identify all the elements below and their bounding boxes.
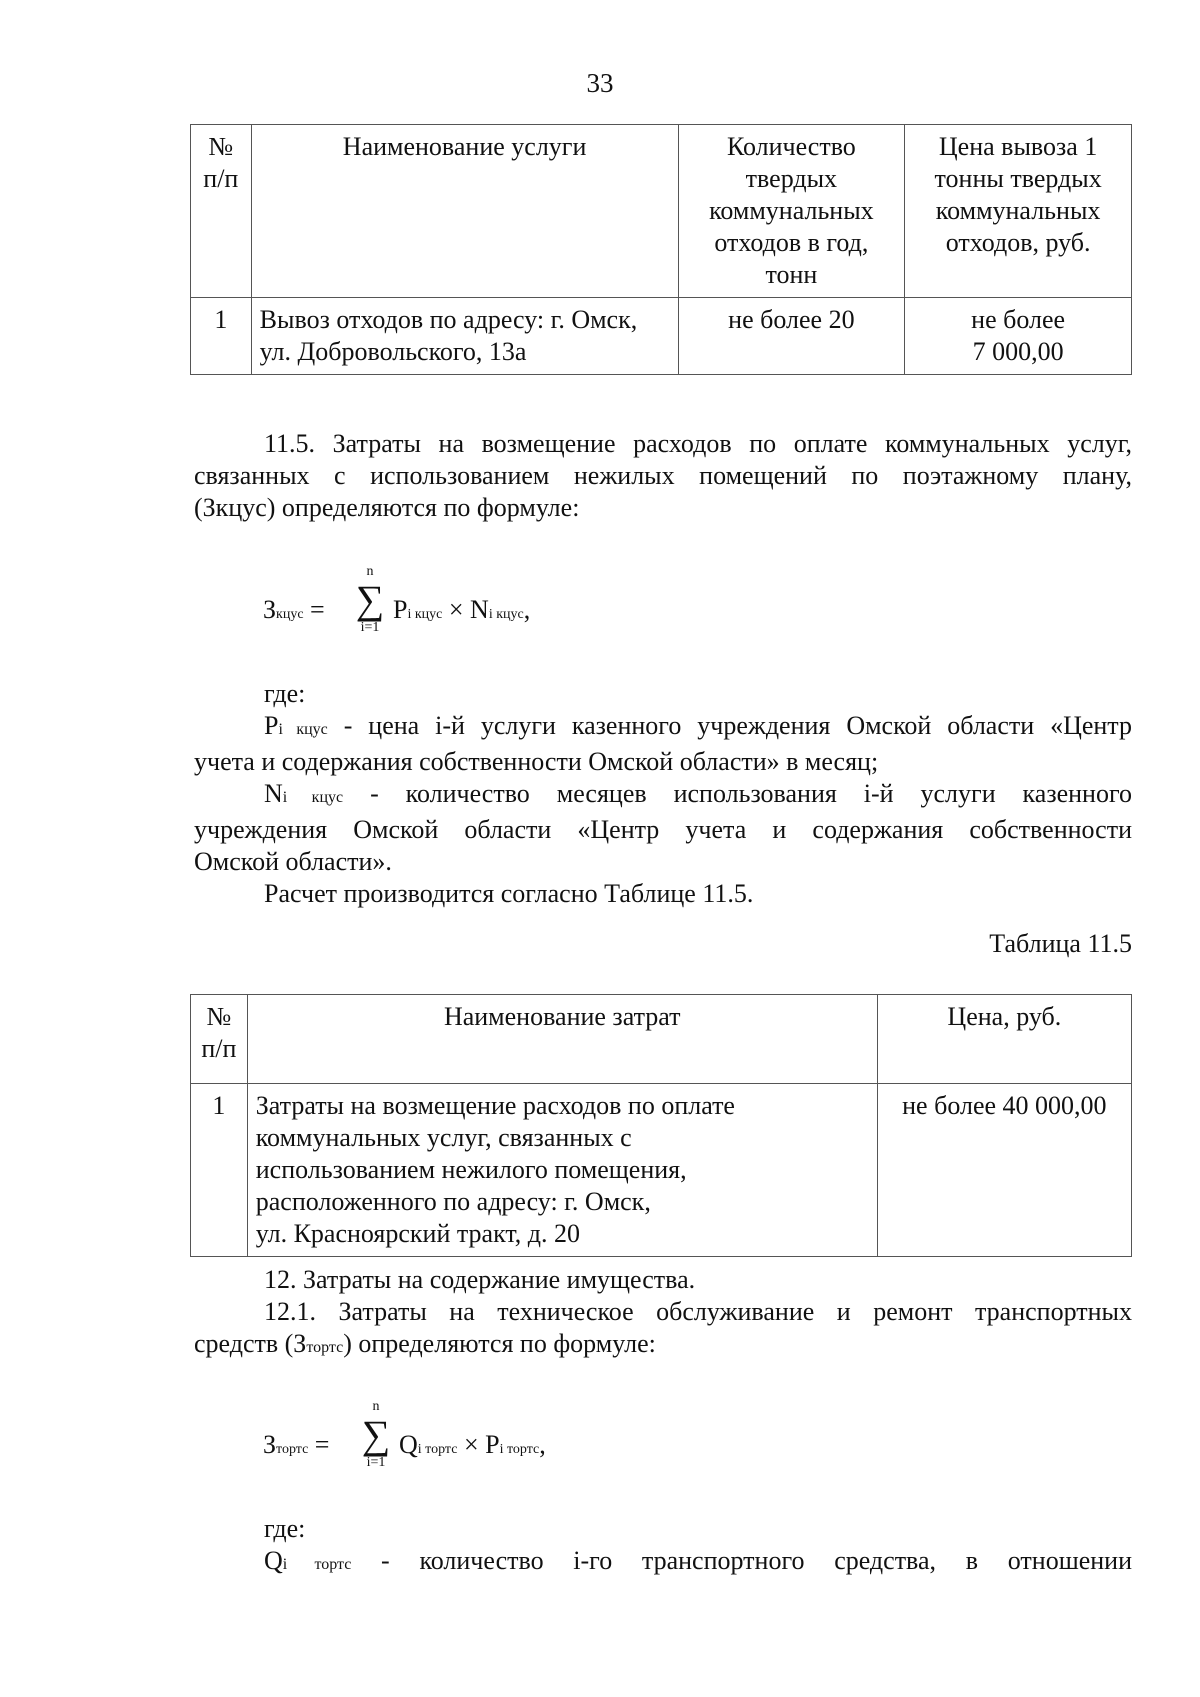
row-service-name-line2: ул. Добровольского, 13а: [259, 337, 527, 366]
section-11-5-line1: 11.5. Затраты на возмещение расходов по оплате коммунальных услуг,: [264, 429, 1132, 458]
row-number: 1: [191, 1084, 248, 1257]
row-service-name-line1: Вывоз отходов по адресу: г. Омск,: [259, 305, 638, 334]
table-header-row: [191, 125, 1132, 298]
row-price: не более 40 000,00: [877, 1084, 1131, 1257]
formula-lhs: Зтортс =: [263, 1430, 330, 1459]
def-n-line2: учреждения Омской области «Центр учета и содержания собственности: [194, 815, 1132, 844]
row-price-line1: не более: [971, 305, 1066, 334]
header-cost-name: Наименование затрат: [247, 995, 877, 1084]
row-cost-line1: Затраты на возмещение расходов по оплате: [255, 1091, 735, 1120]
def-n-line1: Ni кцус - количество месяцев использования i-й услуги казенного: [264, 779, 1132, 808]
row-cost-line3: использованием нежилого помещения,: [255, 1155, 687, 1184]
section-11-5-line3: (Зкцус) определяются по формуле:: [194, 493, 580, 522]
sum-symbol: n ∑ i=1: [355, 564, 385, 635]
section-11-5-line2: связанных с использованием нежилых помещений по поэтажному плану,: [194, 461, 1132, 490]
def-p-line2: учета и содержания собственности Омской области» в месяц;: [194, 747, 879, 776]
formula-rhs: Pi кцус × Ni кцус,: [393, 595, 531, 624]
table-row: [191, 298, 1132, 375]
table-row: [191, 1084, 1132, 1257]
section-12-1-line1: 12.1. Затраты на техническое обслуживание и ремонт транспортных: [264, 1297, 1132, 1326]
utility-costs-table: [190, 994, 1132, 1257]
header-price: Цена, руб.: [877, 995, 1131, 1084]
header-removal-price: Цена вывоза 1 тонны твердых коммунальных отходов, руб.: [905, 125, 1132, 298]
page-number: 33: [586, 68, 614, 98]
header-number: № п/п: [191, 995, 248, 1084]
row-cost-line4: расположенного по адресу: г. Омск,: [255, 1187, 651, 1216]
row-cost-name: [247, 1084, 877, 1257]
row-service-name: [251, 298, 678, 375]
row-number: 1: [191, 298, 252, 375]
where-label-1: где:: [264, 679, 306, 708]
table-label: Таблица 11.5: [989, 929, 1132, 958]
section-12-1-line2: средств (Зтортс) определяются по формуле:: [194, 1329, 656, 1358]
sum-symbol: n ∑ i=1: [361, 1399, 391, 1470]
row-price-line2: 7 000,00: [972, 337, 1064, 366]
formula-ztortc: [263, 1400, 683, 1500]
formula-rhs: Qi тортс × Pi тортс,: [399, 1430, 546, 1459]
header-service-name: Наименование услуги: [251, 125, 678, 298]
row-price: [905, 298, 1132, 375]
section-11-5: [194, 428, 1132, 524]
def-n-line3: Омской области».: [194, 847, 392, 876]
section-12: [194, 1264, 1132, 1364]
section-12-title: 12. Затраты на содержание имущества.: [264, 1265, 696, 1294]
definitions-1: [194, 678, 1132, 910]
formula-lhs: Зкцус =: [263, 595, 325, 624]
where-label-2: где:: [264, 1514, 306, 1543]
row-quantity: не более 20: [678, 298, 905, 375]
header-number: № п/п: [191, 125, 252, 298]
waste-removal-table: [190, 124, 1132, 375]
header-waste-quantity: Количество твердых коммунальных отходов в год, тонн: [678, 125, 905, 298]
definitions-2: [194, 1513, 1132, 1581]
calc-note: Расчет производится согласно Таблице 11.5.: [264, 879, 754, 908]
row-cost-line2: коммунальных услуг, связанных с: [255, 1123, 632, 1152]
def-p-line1: Pi кцус - цена i-й услуги казенного учреждения Омской области «Центр: [264, 711, 1132, 740]
def-q-line1: Qi тортс - количество i-го транспортного средства, в отношении: [264, 1546, 1132, 1575]
table-header-row: [191, 995, 1132, 1084]
formula-zkcus: [263, 565, 683, 665]
row-cost-line5: ул. Красноярский тракт, д. 20: [255, 1219, 581, 1248]
